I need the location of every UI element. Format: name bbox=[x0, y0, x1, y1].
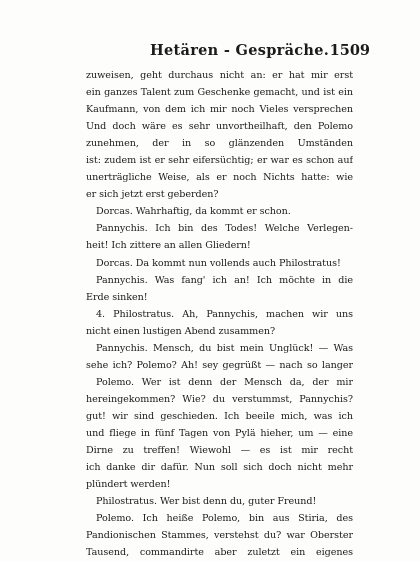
text-line: Dorcas. Wahrhaftig, da kommt er schon. bbox=[96, 206, 291, 218]
text-line: Erde sinken! bbox=[86, 291, 148, 303]
text-line: zunehmen, der in so glänzenden Umständen bbox=[86, 138, 353, 150]
text-line: unerträgliche Weise, als er noch Nichts hatte: wie bbox=[86, 172, 353, 184]
text-line: hereingekommen? Wie? du verstummst, Pannychis? bbox=[86, 393, 353, 405]
text-line: nicht einen lustigen Abend zusammen? bbox=[86, 325, 276, 337]
text-line: Pannychis. Ich bin des Todes! Welche Verlegen- bbox=[96, 223, 353, 235]
text-line: plündert werden! bbox=[86, 479, 171, 491]
text-line: Pandionischen Stammes, verstehst du? war Oberster bbox=[86, 530, 353, 542]
running-header bbox=[92, 42, 370, 62]
text-line: Und doch wäre es sehr unvortheilhaft, den Polemo bbox=[86, 121, 353, 133]
text-line: Polemo. Ich heiße Polemo, bin aus Stiria, des bbox=[96, 513, 353, 525]
text-line: Kaufmann, von dem ich mir noch Vieles versprechen bbox=[86, 104, 353, 116]
running-title: Hetären - Gespräche. bbox=[150, 42, 330, 59]
text-line: ein ganzes Talent zum Geschenke gemacht, und ist ein bbox=[86, 87, 353, 99]
page-number: 1509 bbox=[329, 42, 370, 59]
text-line: und fliege in fünf Tagen von Pylä hieher, um — eine bbox=[86, 427, 353, 439]
text-line: Polemo. Wer ist denn der Mensch da, der mir bbox=[96, 376, 353, 388]
text-line: heit! Ich zittere an allen Gliedern! bbox=[86, 240, 251, 252]
text-line: zuweisen, geht durchaus nicht an: er hat mir erst bbox=[86, 70, 353, 81]
text-line: Pannychis. Was fang' ich an! Ich möchte in die bbox=[96, 274, 353, 286]
text-line: Pannychis. Mensch, du bist mein Unglück! — Was bbox=[96, 342, 353, 354]
text-line: sehe ich? Polemo? Ah! sey gegrüßt — nach so langer bbox=[86, 359, 353, 371]
text-line: Dirne zu treffen! Wiewohl — es ist mir recht bbox=[86, 445, 353, 457]
body-text bbox=[86, 67, 353, 561]
text-line: gut! wir sind geschieden. Ich beeile mich, was ich bbox=[86, 410, 353, 422]
text-line: er sich jetzt erst geberden? bbox=[86, 189, 219, 201]
text-line: Dorcas. Da kommt nun vollends auch Philostratus! bbox=[96, 257, 341, 269]
text-line: 4. Philostratus. Ah, Pannychis, machen wir uns bbox=[96, 308, 353, 320]
text-line: ist: zudem ist er sehr eifersüchtig; er war es schon auf bbox=[86, 155, 353, 167]
text-line: Tausend, commandirte aber zuletzt ein eigenes bbox=[86, 547, 353, 559]
text-line: ich danke dir dafür. Nun soll sich doch nicht mehr bbox=[86, 462, 353, 474]
text-line: Philostratus. Wer bist denn du, guter Freund! bbox=[96, 496, 317, 508]
